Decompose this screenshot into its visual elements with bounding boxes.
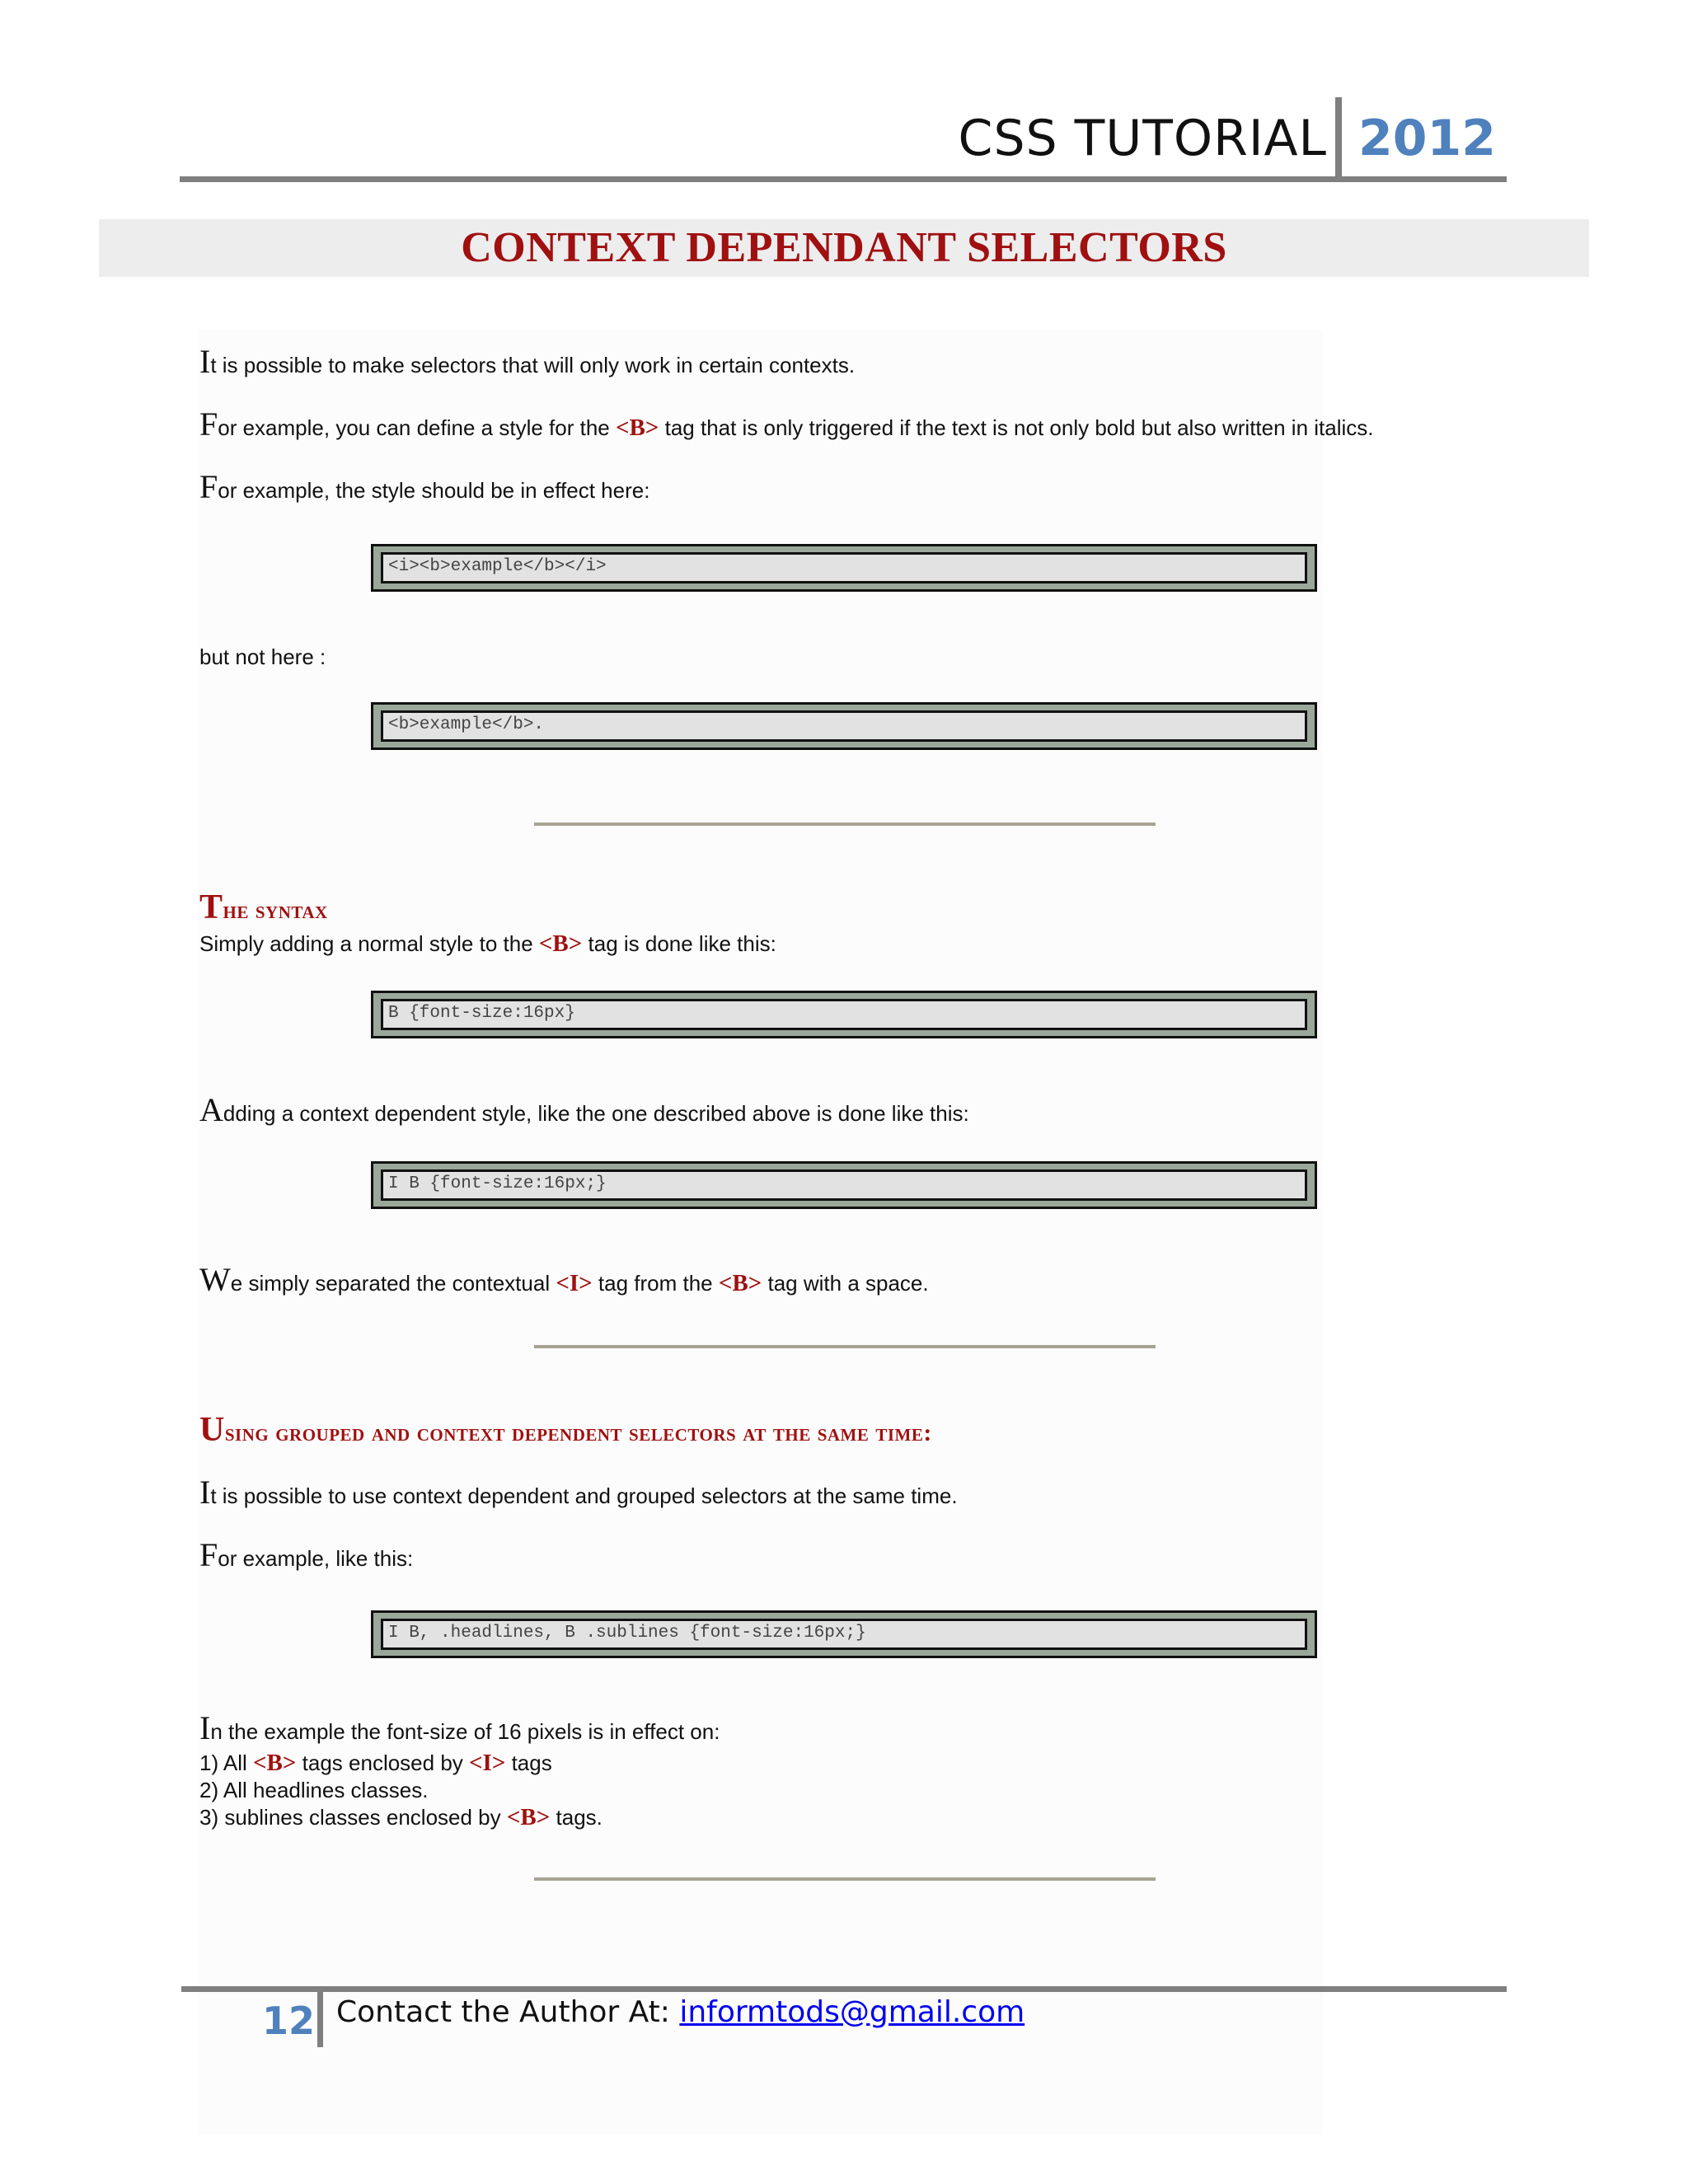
paragraph-text: tag from the [592, 1271, 719, 1296]
list-item: 2) All headlines classes. [199, 1778, 429, 1802]
list-text: 3) sublines classes enclosed by [199, 1805, 507, 1830]
list-text: 1) All [199, 1750, 254, 1775]
code-box [371, 702, 1317, 750]
paragraph-text: tag with a space. [762, 1271, 929, 1296]
list-text: tags enclosed by [296, 1750, 470, 1775]
section-divider [534, 1345, 1156, 1348]
drop-cap: F [199, 1536, 218, 1573]
footer-contact [336, 1991, 1025, 2034]
html-tag: <B> [615, 415, 659, 441]
section-heading-grouped [199, 1413, 932, 1451]
drop-cap: I [199, 1709, 211, 1746]
paragraph-text: t is possible to use context dependent and grouped selectors at the same time. [210, 1483, 958, 1508]
intro-paragraph-1 [199, 343, 856, 380]
code-box [371, 544, 1317, 592]
header-rule [180, 176, 1507, 182]
drop-cap: F [199, 405, 218, 443]
code-box [371, 1161, 1317, 1209]
intro-paragraph-4: but not here : [199, 644, 326, 669]
list-text: tags. [550, 1805, 603, 1830]
list-text: tags [505, 1750, 552, 1775]
paragraph-text: dding a context dependent style, like the one described above is done like this: [223, 1101, 969, 1126]
heading-cap: T [199, 888, 223, 926]
html-tag: <B> [538, 930, 583, 957]
grouped-paragraph-2 [199, 1536, 414, 1573]
drop-cap: F [199, 468, 218, 505]
html-tag: <I> [556, 1270, 593, 1296]
code-snippet: <i><b>example</b></i> [381, 552, 1307, 583]
code-snippet: B {font-size:16px} [381, 999, 1307, 1030]
paragraph-text: or example, the style should be in effect here: [218, 478, 650, 503]
heading-cap: U [199, 1411, 225, 1449]
paragraph-text: or example, like this: [218, 1546, 414, 1571]
drop-cap: W [199, 1261, 231, 1298]
heading-text: he syntax [223, 897, 328, 924]
drop-cap: A [199, 1091, 223, 1128]
footer-separator [317, 1990, 323, 2047]
html-tag: <B> [506, 1804, 551, 1830]
author-email-link[interactable]: informtods@gmail.com [679, 1995, 1025, 2029]
code-snippet: <b>example</b>. [381, 710, 1307, 742]
section-banner [99, 219, 1589, 277]
syntax-paragraph-2 [199, 1091, 969, 1128]
contact-label: Contact the Author At: [336, 1995, 680, 2029]
paragraph-text: n the example the font-size of 16 pixels is in effect on: [210, 1719, 720, 1744]
section-divider [534, 1877, 1156, 1881]
page-title: CONTEXT DEPENDANT SELECTORS [461, 224, 1227, 271]
html-tag: <I> [469, 1750, 506, 1776]
syntax-paragraph-3 [199, 1261, 929, 1298]
drop-cap: I [199, 1474, 211, 1511]
paragraph-text: e simply separated the contextual [230, 1271, 556, 1296]
syntax-paragraph-1 [199, 930, 776, 958]
intro-paragraph-3 [199, 468, 650, 505]
code-box [371, 991, 1317, 1038]
list-item [199, 1803, 603, 1831]
content-backdrop [198, 330, 1323, 2135]
heading-text: sing grouped and context dependent selectors at the same time: [224, 1419, 932, 1446]
list-item [199, 1749, 552, 1777]
paragraph-text: tag is done like this: [582, 931, 776, 956]
paragraph-text: or example, you can define a style for the [218, 415, 616, 440]
paragraph-text: Simply adding a normal style to the [199, 931, 539, 956]
code-box [371, 1610, 1317, 1658]
document-year: 2012 [1358, 110, 1496, 167]
document-title: CSS TUTORIAL [958, 110, 1327, 167]
section-heading-syntax [199, 890, 328, 928]
page-number: 12 [262, 1999, 316, 2043]
drop-cap: I [199, 343, 211, 380]
code-snippet: I B, .headlines, B .sublines {font-size:16px;} [381, 1619, 1307, 1650]
intro-paragraph-2 [199, 405, 1374, 443]
paragraph-text: t is possible to make selectors that will only work in certain contexts. [210, 353, 856, 377]
html-tag: <B> [718, 1270, 762, 1296]
header-separator [1335, 97, 1342, 180]
grouped-paragraph-1 [199, 1474, 958, 1511]
section-divider [534, 823, 1156, 826]
code-snippet: I B {font-size:16px;} [381, 1169, 1307, 1201]
html-tag: <B> [253, 1750, 297, 1776]
paragraph-text: tag that is only triggered if the text is not only bold but also written in italics. [659, 415, 1374, 440]
grouped-paragraph-3 [199, 1709, 720, 1746]
